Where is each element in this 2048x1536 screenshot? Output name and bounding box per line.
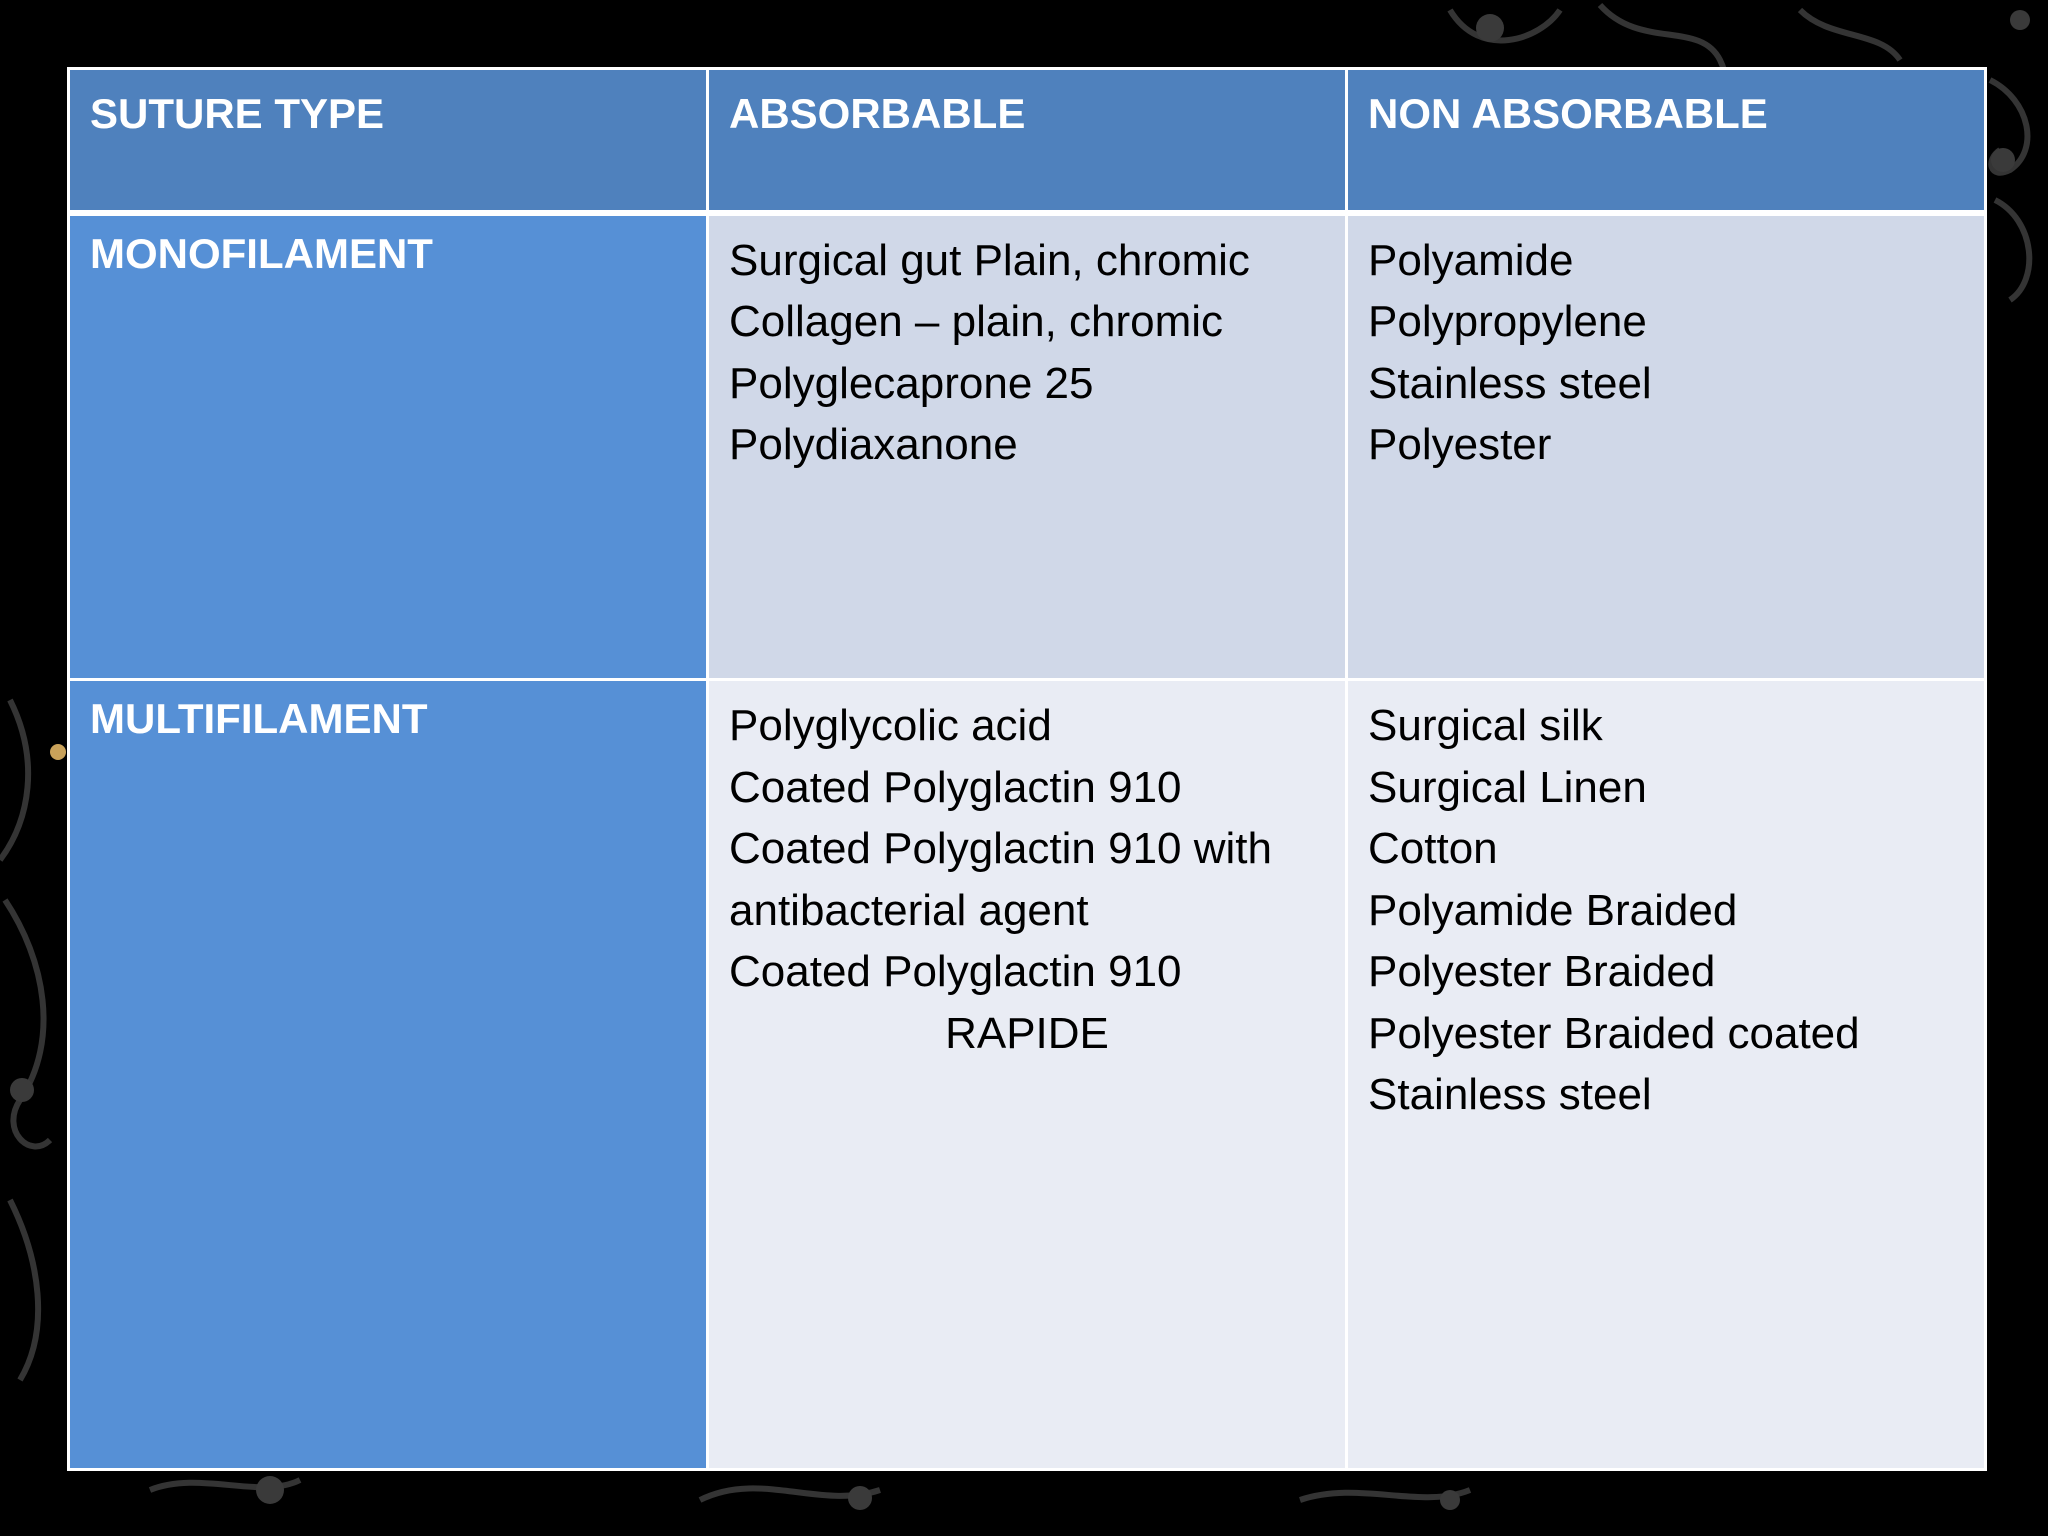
list-item: Polydiaxanone <box>729 420 1018 470</box>
row-type-monofilament: MONOFILAMENT <box>69 213 708 680</box>
row-type-multifilament: MULTIFILAMENT <box>69 680 708 1470</box>
list-item: antibacterial agent <box>729 885 1089 935</box>
monofilament-non-absorbable-cell <box>1347 213 1986 680</box>
multifilament-absorbable-cell <box>708 680 1347 1470</box>
table-row-multifilament <box>69 680 1986 1470</box>
list-item: Polyester Braided <box>1368 947 1716 997</box>
list-item: Polyester <box>1368 420 1552 470</box>
list-item: Stainless steel <box>1368 358 1652 408</box>
header-suture-type: SUTURE TYPE <box>69 69 708 213</box>
list-item: Collagen – plain, chromic <box>729 297 1224 347</box>
table-header-row <box>69 69 1986 213</box>
list-item: Surgical gut Plain, chromic <box>729 235 1250 285</box>
list-item: Polyamide Braided <box>1368 885 1738 935</box>
list-item: Stainless steel <box>1368 1070 1652 1120</box>
list-item: Polyglycolic acid <box>729 701 1052 751</box>
list-item: Surgical silk <box>1368 701 1603 751</box>
list-item: RAPIDE <box>945 1008 1109 1058</box>
list-item: Coated Polyglactin 910 <box>729 762 1182 812</box>
list-item: Coated Polyglactin 910 with <box>729 824 1272 874</box>
suture-table-container <box>67 67 1984 1471</box>
multifilament-non-absorbable-cell <box>1347 680 1986 1470</box>
list-item: Polyester Braided coated <box>1368 1008 1860 1058</box>
list-item: Polyamide <box>1368 235 1574 285</box>
suture-classification-table <box>67 67 1987 1471</box>
list-item: Surgical Linen <box>1368 762 1647 812</box>
list-item: Polypropylene <box>1368 297 1647 347</box>
list-item: Coated Polyglactin 910 <box>729 947 1182 997</box>
list-item: Cotton <box>1368 824 1498 874</box>
header-non-absorbable: NON ABSORBABLE <box>1347 69 1986 213</box>
table-row-monofilament <box>69 213 1986 680</box>
header-absorbable: ABSORBABLE <box>708 69 1347 213</box>
list-item: Polyglecaprone 25 <box>729 358 1094 408</box>
monofilament-absorbable-cell <box>708 213 1347 680</box>
